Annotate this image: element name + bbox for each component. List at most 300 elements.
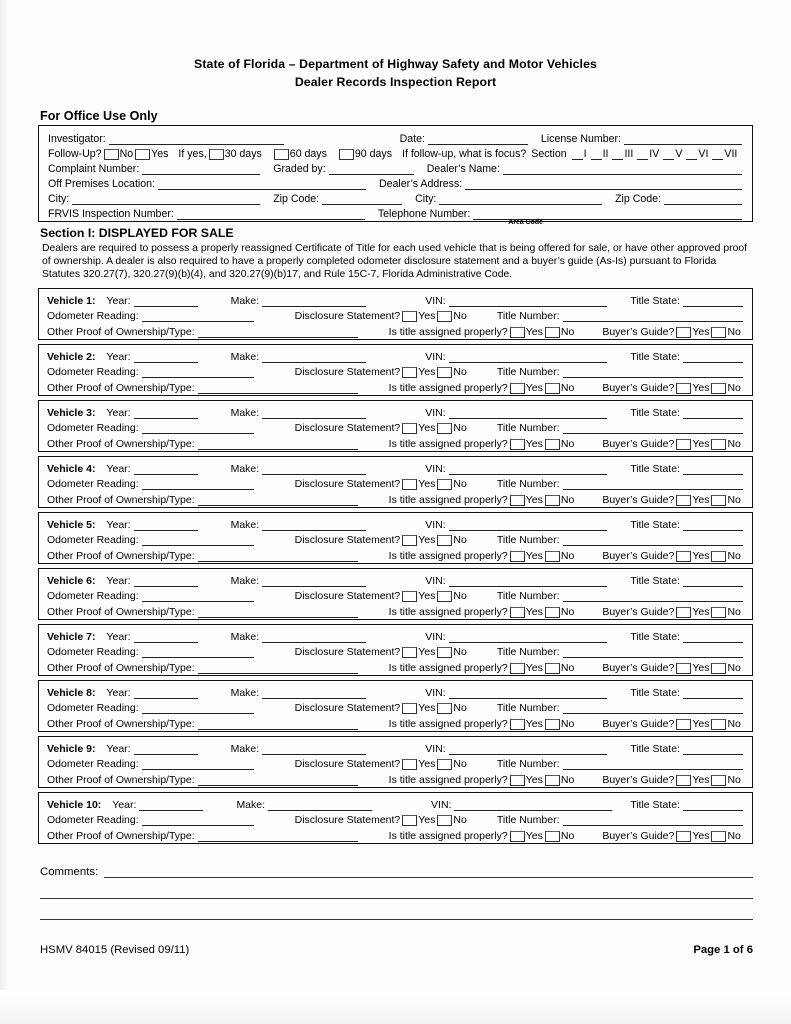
title-assigned-yes-checkbox[interactable] [510,383,525,394]
title-number-input[interactable] [563,366,744,378]
buyers-guide-no-label: No [727,381,741,394]
vehicle-block [38,344,753,396]
title-state-label: Title State: [630,799,680,811]
vin-input[interactable] [449,519,607,531]
make-input[interactable] [262,519,366,531]
zip-code-input[interactable] [322,193,402,205]
make-input[interactable] [262,463,366,475]
odometer-label: Odometer Reading: [47,366,139,379]
followup-90-days-checkbox[interactable] [339,149,354,160]
comments-input-line-2[interactable] [40,885,753,899]
title-assigned-yes-checkbox[interactable] [510,607,525,618]
title-state-input[interactable] [683,295,743,307]
title-assigned-no-checkbox[interactable] [545,831,560,842]
vehicle-block [38,512,753,564]
buyers-guide-no-checkbox[interactable] [711,719,726,730]
buyers-guide-no-label: No [727,773,741,786]
disclosure-yes-checkbox[interactable] [402,815,417,826]
title-number-label: Title Number: [496,422,560,435]
title-state-input[interactable] [683,351,743,363]
title-assigned-yes-checkbox[interactable] [510,663,525,674]
other-proof-input[interactable] [198,326,358,338]
vehicle-row-proof [47,770,746,785]
title-assigned-label: Is title assigned properly? [388,325,508,338]
title-assigned-no-checkbox[interactable] [545,551,560,562]
title-assigned-no-checkbox[interactable] [545,439,560,450]
title-assigned-yes-label: Yes [525,325,543,338]
disclosure-no-label: No [453,758,467,771]
document-title [38,0,753,91]
title-number-input[interactable] [563,310,744,322]
title-assigned-yes-label: Yes [525,717,543,730]
make-input[interactable] [262,687,366,699]
vehicle-row-proof [47,322,746,337]
investigator-label: Investigator: [48,133,106,145]
title-number-label: Title Number: [496,646,560,659]
comments-row-3 [40,899,753,920]
section-option-V-blank[interactable] [663,149,674,160]
vehicle-row-odometer [47,699,746,714]
make-label: Make: [230,295,260,307]
section-option-VII-blank[interactable] [712,149,723,160]
year-input[interactable] [134,351,198,363]
disclosure-statement-label: Disclosure Statement? [294,534,401,547]
vehicle-row-proof [47,714,746,729]
buyers-guide-no-checkbox[interactable] [711,831,726,842]
make-input[interactable] [262,351,366,363]
disclosure-yes-checkbox[interactable] [402,591,417,602]
title-number-label: Title Number: [496,310,560,323]
buyers-guide-yes-checkbox[interactable] [676,775,691,786]
title-state-label: Title State: [630,295,680,307]
disclosure-yes-checkbox[interactable] [402,423,417,434]
disclosure-statement-label: Disclosure Statement? [294,814,401,827]
title-assigned-no-checkbox[interactable] [545,327,560,338]
title-number-input[interactable] [563,758,744,770]
title-assigned-yes-checkbox[interactable] [510,327,525,338]
comments-input-line-1[interactable] [104,864,753,878]
title-assigned-no-label: No [560,717,575,730]
section-option-I-blank[interactable] [572,149,583,160]
comments-section [38,857,753,920]
buyers-guide-no-checkbox[interactable] [711,607,726,618]
disclosure-yes-checkbox[interactable] [402,647,417,658]
buyers-guide-label: Buyer’s Guide? [602,829,675,842]
other-proof-input[interactable] [198,662,358,674]
buyers-guide-no-checkbox[interactable] [711,439,726,450]
year-label: Year: [106,295,131,307]
title-assigned-no-checkbox[interactable] [545,719,560,730]
title-number-label: Title Number: [496,534,560,547]
title-state-label: Title State: [630,743,680,755]
title-assigned-yes-checkbox[interactable] [510,719,525,730]
buyers-guide-no-checkbox[interactable] [711,495,726,506]
vehicle-row-odometer [47,643,746,658]
vin-input[interactable] [449,631,607,643]
year-input[interactable] [134,519,198,531]
dealer-address-input[interactable] [465,178,742,190]
disclosure-no-checkbox[interactable] [437,479,452,490]
follow-up-yes-checkbox[interactable] [135,149,150,160]
odometer-label: Odometer Reading: [47,534,139,547]
buyers-guide-yes-checkbox[interactable] [676,607,691,618]
off-premises-input[interactable] [158,178,366,190]
disclosure-yes-checkbox[interactable] [402,703,417,714]
title-state-input[interactable] [683,687,743,699]
vehicle-row-identity [47,348,746,363]
dealer-name-input[interactable] [503,163,742,175]
buyers-guide-no-checkbox[interactable] [711,551,726,562]
year-input[interactable] [134,463,198,475]
vehicle-row-proof [47,602,746,617]
vehicle-block [38,456,753,508]
title-assigned-yes-checkbox[interactable] [510,831,525,842]
vin-input[interactable] [454,799,612,811]
make-input[interactable] [262,407,366,419]
title-assigned-label: Is title assigned properly? [388,549,508,562]
year-input[interactable] [134,295,198,307]
odometer-label: Odometer Reading: [47,702,139,715]
title-number-input[interactable] [563,422,744,434]
graded-by-label: Graded by: [273,163,326,175]
odometer-input[interactable] [142,478,254,490]
disclosure-no-label: No [453,422,467,435]
license-number-input[interactable] [624,133,742,145]
buyers-guide-yes-checkbox[interactable] [676,831,691,842]
title-state-input[interactable] [683,463,743,475]
vehicle-row-identity [47,516,746,531]
odometer-input[interactable] [142,814,254,826]
graded-by-input[interactable] [329,163,414,175]
year-input[interactable] [134,407,198,419]
title-state-label: Title State: [630,463,680,475]
vehicle-row-identity [47,796,746,811]
date-label: Date: [399,133,425,145]
disclosure-yes-checkbox[interactable] [402,479,417,490]
vin-label: VIN: [425,575,446,587]
title-number-input[interactable] [563,814,744,826]
title-number-label: Title Number: [496,758,560,771]
title-assigned-no-checkbox[interactable] [545,775,560,786]
odometer-label: Odometer Reading: [47,422,139,435]
other-proof-label: Other Proof of Ownership/Type: [47,717,195,730]
vin-input[interactable] [449,463,607,475]
title-assigned-no-label: No [560,549,575,562]
buyers-guide-no-label: No [727,605,741,618]
other-proof-input[interactable] [198,382,358,394]
make-input[interactable] [262,295,366,307]
buyers-guide-yes-label: Yes [692,549,710,562]
other-proof-input[interactable] [198,774,358,786]
disclosure-yes-checkbox[interactable] [402,311,417,322]
other-proof-input[interactable] [198,438,358,450]
title-number-label: Title Number: [496,590,560,603]
comments-row-1 [40,857,753,878]
buyers-guide-no-checkbox[interactable] [711,775,726,786]
vehicle-label: Vehicle 10: [47,799,102,811]
disclosure-no-label: No [453,702,467,715]
title-assigned-no-label: No [560,493,575,506]
make-label: Make: [230,743,260,755]
investigator-input[interactable] [109,133,284,145]
title-assigned-yes-checkbox[interactable] [510,495,525,506]
title-assigned-yes-label: Yes [525,549,543,562]
buyers-guide-yes-checkbox[interactable] [676,327,691,338]
other-proof-label: Other Proof of Ownership/Type: [47,829,195,842]
zip-code-label: Zip Code: [273,193,320,205]
title-assigned-yes-checkbox[interactable] [510,551,525,562]
section-option-IV-blank[interactable] [637,149,648,160]
follow-up-yes-label: Yes [151,148,169,160]
title-assigned-label: Is title assigned properly? [388,717,508,730]
disclosure-no-checkbox[interactable] [437,311,452,322]
title-assigned-no-label: No [560,325,575,338]
frvis-input[interactable] [177,208,365,220]
disclosure-yes-checkbox[interactable] [402,367,417,378]
odometer-input[interactable] [142,366,254,378]
other-proof-input[interactable] [198,606,358,618]
year-input[interactable] [134,631,198,643]
disclosure-statement-label: Disclosure Statement? [294,646,401,659]
disclosure-statement-label: Disclosure Statement? [294,310,401,323]
title-number-input[interactable] [563,534,744,546]
title-assigned-label: Is title assigned properly? [388,381,508,394]
buyers-guide-yes-checkbox[interactable] [676,383,691,394]
buyers-guide-label: Buyer’s Guide? [602,549,675,562]
buyers-guide-label: Buyer’s Guide? [602,605,675,618]
scan-edge-left [0,0,10,1024]
followup-30-days-label: 30 days [224,148,262,160]
make-label: Make: [230,519,260,531]
odometer-input[interactable] [142,590,254,602]
vehicle-row-odometer [47,307,746,322]
disclosure-no-label: No [453,366,467,379]
title-assigned-no-checkbox[interactable] [545,663,560,674]
dealer-zip-code-input[interactable] [664,193,742,205]
vehicle-row-proof [47,434,746,449]
disclosure-yes-label: Yes [418,814,436,827]
title-assigned-no-label: No [560,381,575,394]
vehicle-label: Vehicle 2: [47,351,96,363]
disclosure-yes-label: Yes [418,590,436,603]
title-assigned-label: Is title assigned properly? [388,493,508,506]
section-label: Section [531,148,567,160]
title-assigned-no-checkbox[interactable] [545,383,560,394]
buyers-guide-yes-label: Yes [692,717,710,730]
disclosure-no-checkbox[interactable] [437,591,452,602]
comments-row-2 [40,878,753,899]
office-row-off-premises [48,175,745,190]
title-state-input[interactable] [683,799,743,811]
disclosure-no-checkbox[interactable] [437,647,452,658]
other-proof-input[interactable] [198,494,358,506]
buyers-guide-yes-checkbox[interactable] [676,439,691,450]
title-state-label: Title State: [630,407,680,419]
other-proof-label: Other Proof of Ownership/Type: [47,493,195,506]
title-state-input[interactable] [683,407,743,419]
buyers-guide-no-label: No [727,661,741,674]
disclosure-yes-label: Yes [418,310,436,323]
year-label: Year: [106,687,131,699]
disclosure-yes-checkbox[interactable] [402,759,417,770]
title-number-input[interactable] [563,590,744,602]
title-state-label: Title State: [630,575,680,587]
odometer-input[interactable] [142,310,254,322]
dealer-city-input[interactable] [439,193,602,205]
vin-input[interactable] [449,407,607,419]
buyers-guide-yes-label: Yes [692,605,710,618]
title-assigned-yes-checkbox[interactable] [510,775,525,786]
title-state-input[interactable] [683,631,743,643]
vin-label: VIN: [431,799,452,811]
buyers-guide-yes-checkbox[interactable] [676,719,691,730]
title-assigned-yes-checkbox[interactable] [510,439,525,450]
title-assigned-yes-label: Yes [525,661,543,674]
other-proof-label: Other Proof of Ownership/Type: [47,325,195,338]
document-content [38,0,753,956]
section-option-IV-label: IV [649,148,660,160]
year-input[interactable] [134,687,198,699]
title-state-input[interactable] [683,575,743,587]
section-option-VI-blank[interactable] [686,149,697,160]
date-input[interactable] [428,133,528,145]
followup-60-days-label: 60 days [289,148,327,160]
followup-60-days-checkbox[interactable] [274,149,289,160]
other-proof-input[interactable] [198,550,358,562]
odometer-input[interactable] [142,758,254,770]
title-number-input[interactable] [563,478,744,490]
office-row-complaint [48,160,745,175]
make-input[interactable] [268,799,372,811]
disclosure-yes-checkbox[interactable] [402,535,417,546]
vin-input[interactable] [449,295,607,307]
disclosure-no-label: No [453,478,467,491]
vin-label: VIN: [425,743,446,755]
title-assigned-no-checkbox[interactable] [545,495,560,506]
comments-input-line-3[interactable] [40,906,753,920]
title-assigned-label: Is title assigned properly? [388,437,508,450]
other-proof-label: Other Proof of Ownership/Type: [47,661,195,674]
disclosure-statement-label: Disclosure Statement? [294,422,401,435]
title-assigned-label: Is title assigned properly? [388,661,508,674]
disclosure-no-label: No [453,814,467,827]
title-state-input[interactable] [683,743,743,755]
other-proof-input[interactable] [198,718,358,730]
vin-input[interactable] [449,575,607,587]
make-input[interactable] [262,575,366,587]
section-option-V-label: V [675,148,683,160]
make-input[interactable] [262,631,366,643]
buyers-guide-no-checkbox[interactable] [711,383,726,394]
vehicle-label: Vehicle 7: [47,631,96,643]
make-label: Make: [230,463,260,475]
vin-input[interactable] [449,687,607,699]
buyers-guide-no-checkbox[interactable] [711,327,726,338]
vin-label: VIN: [425,463,446,475]
buyers-guide-no-checkbox[interactable] [711,663,726,674]
buyers-guide-yes-checkbox[interactable] [676,495,691,506]
vin-input[interactable] [449,743,607,755]
buyers-guide-yes-label: Yes [692,661,710,674]
dealer-name-label: Dealer’s Name: [426,163,500,175]
disclosure-no-checkbox[interactable] [437,423,452,434]
vin-input[interactable] [449,351,607,363]
title-assigned-yes-label: Yes [525,605,543,618]
vehicle-row-odometer [47,475,746,490]
section-option-II-blank[interactable] [591,149,602,160]
year-label: Year: [106,407,131,419]
vehicle-block [38,792,753,844]
disclosure-no-label: No [453,646,467,659]
follow-up-no-checkbox[interactable] [104,149,119,160]
vin-label: VIN: [425,351,446,363]
vehicle-row-odometer [47,363,746,378]
buyers-guide-no-label: No [727,493,741,506]
frvis-label: FRVIS Inspection Number: [48,208,174,220]
title-number-input[interactable] [563,702,744,714]
title-assigned-label: Is title assigned properly? [388,829,508,842]
buyers-guide-no-label: No [727,549,741,562]
office-row-frvis-telephone [48,205,745,226]
odometer-input[interactable] [142,702,254,714]
vehicle-row-proof [47,378,746,393]
title-assigned-yes-label: Yes [525,829,543,842]
year-input[interactable] [139,799,203,811]
year-input[interactable] [134,743,198,755]
disclosure-no-checkbox[interactable] [437,759,452,770]
comments-label: Comments: [40,865,99,878]
title-number-input[interactable] [563,646,744,658]
buyers-guide-no-label: No [727,717,741,730]
title-state-input[interactable] [683,519,743,531]
disclosure-statement-label: Disclosure Statement? [294,590,401,603]
make-label: Make: [236,799,266,811]
disclosure-no-checkbox[interactable] [437,703,452,714]
vehicle-row-odometer [47,755,746,770]
buyers-guide-label: Buyer’s Guide? [602,661,675,674]
title-assigned-no-checkbox[interactable] [545,607,560,618]
disclosure-no-checkbox[interactable] [437,367,452,378]
title-assigned-no-label: No [560,661,575,674]
odometer-label: Odometer Reading: [47,814,139,827]
other-proof-label: Other Proof of Ownership/Type: [47,437,195,450]
vin-label: VIN: [425,407,446,419]
disclosure-no-label: No [453,534,467,547]
section-option-II-label: II [602,148,609,160]
off-premises-label: Off Premises Location: [48,178,155,190]
disclosure-no-checkbox[interactable] [437,535,452,546]
odometer-input[interactable] [142,422,254,434]
city-input[interactable] [72,193,260,205]
buyers-guide-label: Buyer’s Guide? [602,717,675,730]
buyers-guide-yes-checkbox[interactable] [676,551,691,562]
other-proof-input[interactable] [198,830,358,842]
buyers-guide-label: Buyer’s Guide? [602,773,675,786]
complaint-number-input[interactable] [142,163,260,175]
buyers-guide-yes-label: Yes [692,829,710,842]
followup-30-days-checkbox[interactable] [209,149,224,160]
title-assigned-yes-label: Yes [525,437,543,450]
odometer-input[interactable] [142,646,254,658]
vehicle-row-identity [47,628,746,643]
buyers-guide-yes-checkbox[interactable] [676,663,691,674]
year-input[interactable] [134,575,198,587]
year-label: Year: [106,519,131,531]
section-option-III-blank[interactable] [612,149,623,160]
disclosure-no-checkbox[interactable] [437,815,452,826]
odometer-input[interactable] [142,534,254,546]
make-input[interactable] [262,743,366,755]
